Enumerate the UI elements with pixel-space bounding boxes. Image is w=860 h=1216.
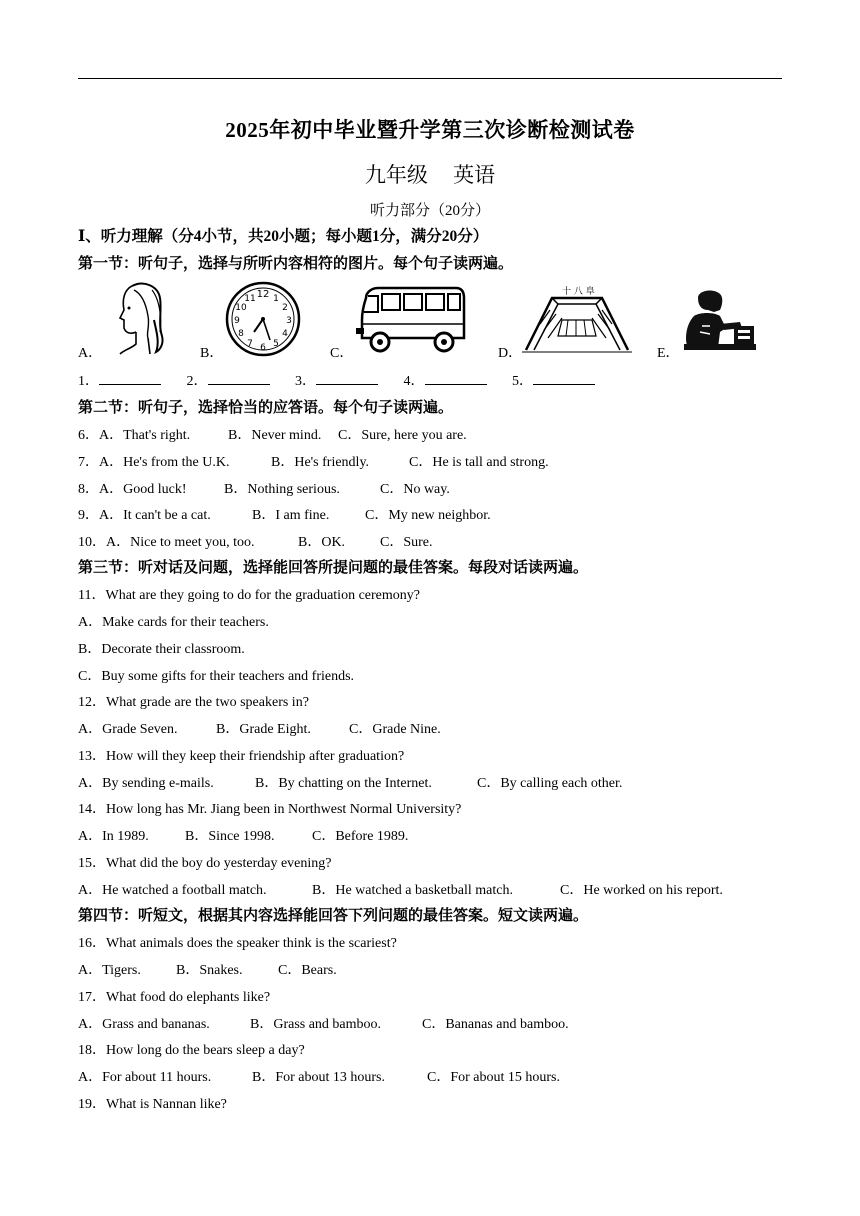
grade-label: 九年级 bbox=[364, 163, 428, 187]
q13-option-c: C．By calling each other. bbox=[477, 776, 623, 791]
section1-heading: 第一节：听句子，选择与所听内容相符的图片。每个句子读两遍。 bbox=[78, 256, 514, 272]
top-rule bbox=[78, 78, 782, 79]
q14-option-b: B．Since 1998. bbox=[185, 829, 275, 844]
part-label: 听力部分（20分） bbox=[369, 203, 490, 219]
q12-option-b: B．Grade Eight. bbox=[216, 722, 311, 737]
svg-text:4: 4 bbox=[282, 329, 288, 339]
section-main-heading: Ⅰ、听力理解（分4小节，共20小题；每小题1分，满分20分） bbox=[78, 228, 489, 245]
q9-option-b: B．I am fine. bbox=[252, 508, 330, 523]
svg-text:2: 2 bbox=[282, 303, 288, 313]
q11-option-c: C．Buy some gifts for their teachers and friends. bbox=[78, 669, 355, 684]
q18-option-a: A．For about 11 hours. bbox=[78, 1070, 212, 1085]
q15-option-c: C．He worked on his report. bbox=[560, 883, 723, 898]
q6-option-c: C．Sure, here you are. bbox=[338, 428, 467, 443]
blank-line bbox=[533, 371, 595, 385]
q8-option-c: C．No way. bbox=[380, 482, 450, 497]
q13-options bbox=[78, 772, 622, 792]
blank-line bbox=[99, 371, 161, 385]
q12-options bbox=[78, 718, 441, 738]
svg-text:9: 9 bbox=[234, 316, 240, 326]
question-17: 17．What food do elephants like? bbox=[78, 990, 271, 1005]
girl-portrait-icon bbox=[102, 280, 174, 356]
question-13: 13．How will they keep their friendship after graduation? bbox=[78, 749, 405, 764]
q18-option-b: B．For about 13 hours. bbox=[252, 1070, 385, 1085]
q17-options bbox=[78, 1013, 569, 1033]
q8-option-b: B．Nothing serious. bbox=[224, 482, 340, 497]
blank-5[interactable]: 5． bbox=[512, 370, 595, 390]
picture-label-b: B． bbox=[200, 346, 224, 361]
question-16: 16．What animals does the speaker think is the scariest? bbox=[78, 936, 397, 951]
q17-option-b: B．Grass and bamboo. bbox=[250, 1017, 382, 1032]
q15-option-b: B．He watched a basketball match. bbox=[312, 883, 513, 898]
question-19: 19．What is Nannan like? bbox=[78, 1097, 227, 1112]
q10-option-a: 10．A．Nice to meet you, too. bbox=[78, 535, 255, 550]
question-15: 15．What did the boy do yesterday evening? bbox=[78, 856, 332, 871]
person-at-desk-icon bbox=[680, 288, 758, 354]
q18-option-c: C．For about 15 hours. bbox=[427, 1070, 560, 1085]
section3-heading: 第三节：听对话及问题，选择能回答所提问题的最佳答案。每段对话读两遍。 bbox=[78, 560, 589, 576]
question-12: 12．What grade are the two speakers in? bbox=[78, 695, 309, 710]
q7-option-b: B．He's friendly. bbox=[271, 455, 370, 470]
q16-option-c: C．Bears. bbox=[278, 963, 337, 978]
q13-option-b: B．By chatting on the Internet. bbox=[255, 776, 432, 791]
blank-2[interactable]: 2． bbox=[187, 370, 270, 390]
question-9 bbox=[78, 504, 491, 524]
svg-text:11: 11 bbox=[244, 294, 256, 304]
q18-options bbox=[78, 1066, 560, 1086]
blank-1[interactable]: 1． bbox=[78, 370, 161, 390]
clock-icon bbox=[224, 280, 302, 358]
exam-subtitle bbox=[0, 159, 860, 189]
question-10 bbox=[78, 531, 433, 551]
q7-option-c: C．He is tall and strong. bbox=[409, 455, 549, 470]
q10-option-c: C．Sure. bbox=[380, 535, 433, 550]
blank-3[interactable]: 3． bbox=[295, 370, 378, 390]
q16-options bbox=[78, 959, 337, 979]
svg-text:12: 12 bbox=[256, 289, 270, 300]
svg-text:5: 5 bbox=[273, 339, 279, 349]
q14-option-a: A．In 1989. bbox=[78, 829, 149, 844]
q12-option-c: C．Grade Nine. bbox=[349, 722, 441, 737]
q10-option-b: B．OK. bbox=[298, 535, 346, 550]
section4-heading: 第四节：听短文，根据其内容选择能回答下列问题的最佳答案。短文读两遍。 bbox=[78, 908, 589, 924]
question-18: 18．How long do the bears sleep a day? bbox=[78, 1043, 305, 1058]
q15-options bbox=[78, 879, 723, 899]
svg-text:3: 3 bbox=[286, 316, 292, 326]
q13-option-a: A．By sending e-mails. bbox=[78, 776, 214, 791]
svg-text:10: 10 bbox=[235, 303, 247, 313]
q8-option-a: 8．A．Good luck! bbox=[78, 482, 187, 497]
subject-label: 英语 bbox=[453, 163, 496, 187]
exam-title: 2025年初中毕业暨升学第三次诊断检测试卷 bbox=[225, 118, 635, 142]
picture-row bbox=[78, 280, 778, 360]
q17-option-a: A．Grass and bananas. bbox=[78, 1017, 210, 1032]
answer-blanks bbox=[78, 370, 617, 390]
question-7 bbox=[78, 451, 549, 471]
q14-option-c: C．Before 1989. bbox=[312, 829, 409, 844]
q12-option-a: A．Grade Seven. bbox=[78, 722, 178, 737]
q7-option-a: 7．A．He's from the U.K. bbox=[78, 455, 230, 470]
svg-text:8: 8 bbox=[238, 329, 244, 339]
blank-line bbox=[316, 371, 378, 385]
question-8 bbox=[78, 478, 450, 498]
bridge-icon bbox=[522, 284, 632, 356]
q9-option-a: 9．A．It can't be a cat. bbox=[78, 508, 211, 523]
q15-option-a: A．He watched a football match. bbox=[78, 883, 267, 898]
picture-label-c: C． bbox=[330, 346, 354, 361]
q6-option-a: 6．A．That's right. bbox=[78, 428, 191, 443]
picture-label-a: A． bbox=[78, 346, 103, 361]
q6-option-b: B．Never mind. bbox=[228, 428, 322, 443]
question-6 bbox=[78, 424, 467, 444]
picture-label-d: D． bbox=[498, 346, 523, 361]
svg-text:6: 6 bbox=[260, 343, 266, 353]
q16-option-a: A．Tigers. bbox=[78, 963, 141, 978]
svg-text:1: 1 bbox=[273, 294, 279, 304]
q11-option-b: B．Decorate their classroom. bbox=[78, 642, 245, 657]
section2-heading: 第二节：听句子，选择恰当的应答语。每个句子读两遍。 bbox=[78, 400, 454, 416]
blank-4[interactable]: 4． bbox=[404, 370, 487, 390]
q17-option-c: C．Bananas and bamboo. bbox=[422, 1017, 569, 1032]
question-14: 14．How long has Mr. Jiang been in Northwest Normal University? bbox=[78, 802, 462, 817]
svg-text:十 八 阜: 十 八 阜 bbox=[562, 287, 595, 297]
q9-option-c: C．My new neighbor. bbox=[365, 508, 491, 523]
picture-label-e: E． bbox=[657, 346, 680, 361]
svg-text:7: 7 bbox=[247, 339, 253, 349]
bus-icon bbox=[356, 286, 468, 356]
blank-line bbox=[208, 371, 270, 385]
q16-option-b: B．Snakes. bbox=[176, 963, 243, 978]
q14-options bbox=[78, 825, 408, 845]
q11-option-a: A．Make cards for their teachers. bbox=[78, 615, 269, 630]
question-11: 11．What are they going to do for the graduation ceremony? bbox=[78, 588, 420, 603]
blank-line bbox=[425, 371, 487, 385]
